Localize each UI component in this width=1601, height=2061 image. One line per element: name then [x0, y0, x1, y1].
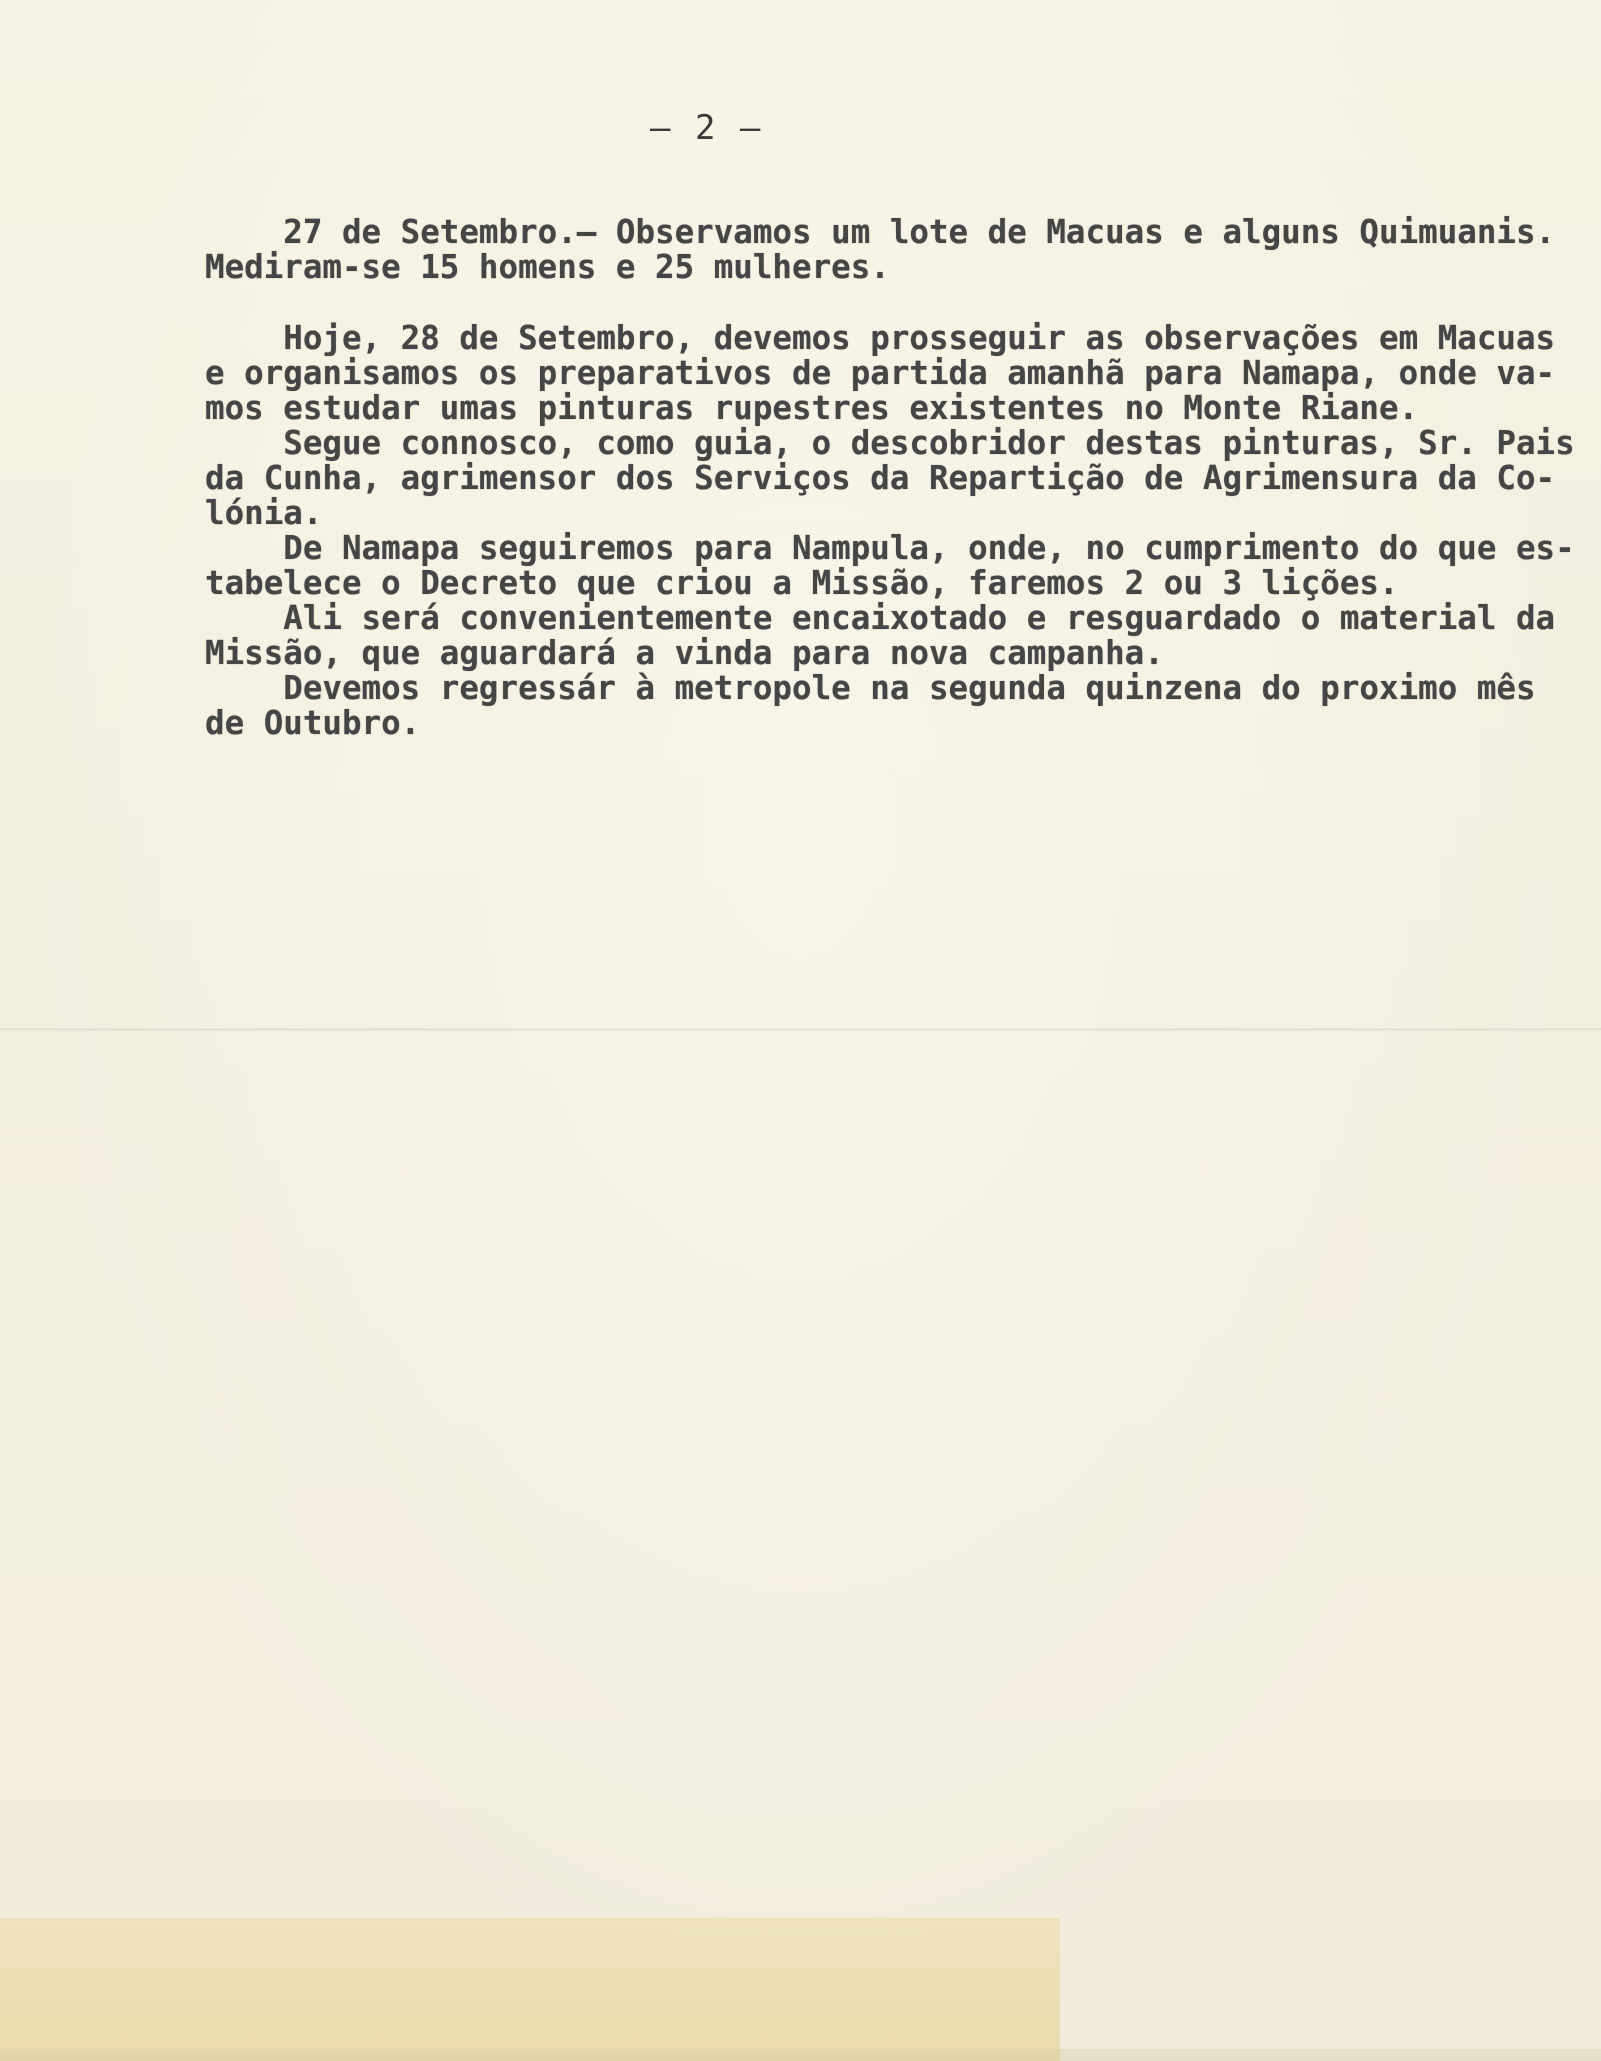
text-line: tabelece o Decreto que criou a Missão, faremos 2 ou 3 lições. — [205, 564, 1399, 602]
text-line: Segue connosco, como guia, o descobridor destas pinturas, Sr. Pais — [205, 424, 1575, 462]
paper-bottom-edge — [0, 2049, 1601, 2061]
text-line: Ali será convenientemente encaixotado e resguardado o material da — [205, 599, 1556, 637]
text-line: 27 de Setembro.— Observamos um lote de Macuas e alguns Quimuanis. — [205, 213, 1556, 251]
text-line: Devemos regressár à metropole na segunda quinzena do proximo mês — [205, 669, 1536, 707]
text-line: lónia. — [205, 494, 323, 532]
text-line: e organisamos os preparativos de partida amanhã para Namapa, onde va- — [205, 354, 1556, 392]
text-line: da Cunha, agrimensor dos Serviços da Repartição de Agrimensura da Co- — [205, 459, 1556, 497]
text-line: De Namapa seguiremos para Nampula, onde, no cumprimento do que es- — [205, 529, 1575, 567]
paragraph-1 — [205, 215, 1585, 285]
text-line: mos estudar umas pinturas rupestres existentes no Monte Riane. — [205, 389, 1419, 427]
text-line: de Outubro. — [205, 704, 421, 742]
paper-stain-strip — [0, 1918, 1060, 2061]
text-line: Missão, que aguardará a vinda para nova campanha. — [205, 634, 1164, 672]
page-number: — 2 — — [650, 108, 763, 148]
paragraph-gap — [205, 285, 1585, 321]
paper-fold-crease — [0, 1028, 1601, 1031]
typed-text-body — [205, 215, 1585, 741]
text-line: Hoje, 28 de Setembro, devemos prosseguir as observações em Macuas — [205, 319, 1556, 357]
paragraph-2 — [205, 321, 1585, 741]
text-line: Mediram-se 15 homens e 25 mulheres. — [205, 248, 890, 286]
